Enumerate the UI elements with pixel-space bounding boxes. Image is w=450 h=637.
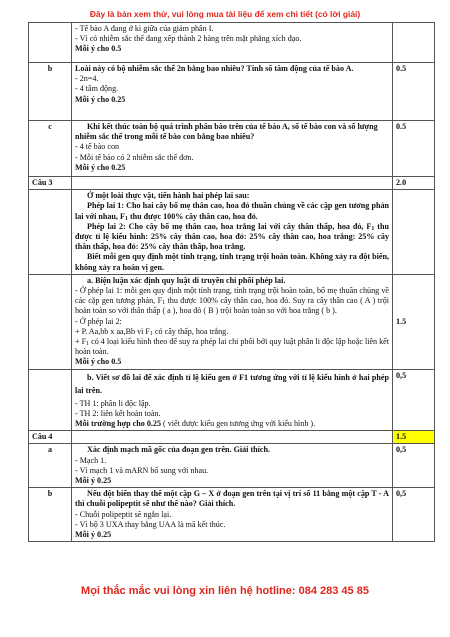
table-row xyxy=(29,121,435,177)
question-text: Khi kết thúc toàn bộ quá trình phân bào trên của tế bào A, số tế bào con và số lượng nhiễm sắc thể trong mỗi tế bào con bằng bao nhiêu? xyxy=(75,122,378,142)
answer-cell: b. Viết sơ đồ lai để xác định tỉ lệ kiểu gen ở F1 tương ứng với tỉ lệ kiểu hình ở hai phép lai trên. - TH 1: phân li độc lập. - TH 2: liên kết hoàn toàn. Mỗi trường hợp cho 0.25 ( viết được kiểu gen tương ứng với kiểu hình ). xyxy=(72,369,393,431)
question-text: b. Viết sơ đồ lai để xác định tỉ lệ kiểu gen ở F1 tương ứng với tỉ lệ kiểu hình ở hai phép lai trên. xyxy=(75,372,389,395)
question-text: Nếu đột biến thay thế một cặp G – X ở đoạn gen trên tại vị trí số 11 bằng một cặp T - A thì chuỗi polipeptit sẽ như thế nào? Giải thích. xyxy=(75,489,389,509)
points-cell: 0,5 xyxy=(393,369,435,431)
answer-table xyxy=(28,22,435,542)
question-text: Xác định mạch mã gốc của đoạn gen trên. Giải thích. xyxy=(87,445,271,455)
question-label: Câu 4 xyxy=(29,431,72,444)
answer-cell: a. Biện luận xác định quy luật di truyền chi phối phép lai. - Ở phép lai 1: mỗi gen quy định một tính trạng, tính trạng trội hoàn toàn, bố mẹ thuần chủng về các cặp gen tương phản, F1 thu được 100% cây thân cao, hoa đỏ. Suy ra cây thân cao ( A ) trội hoàn toàn so với thân thấp ( a ), hoa đỏ ( B ) trội hoàn toàn so với hoa trắng ( b ). - Ở phép lai 2: + P. Aa,bb x aa,Bb vì F1 có cây thấp, hoa trắng. + F1 có 4 loại kiểu hình theo để suy ra phép lai chi phối bởi quy luật phân li độc lập hoặc liên kết hoàn toàn. Mỗi ý cho 0.5 xyxy=(72,274,393,369)
answer-cell: Khi kết thúc toàn bộ quá trình phân bào trên của tế bào A, số tế bào con và số lượng nhiễm sắc thể trong mỗi tế bào con bằng bao nhiêu? - 4 tế bào con - Mỗi tế bào có 2 nhiễm sắc thể đơn. Mỗi ý cho 0.25 xyxy=(72,121,393,177)
table-row xyxy=(29,431,435,444)
points-cell: 1.5 xyxy=(393,431,435,444)
table-row xyxy=(29,369,435,431)
hotline-banner: Mọi thắc mắc vui lòng xin liên hệ hotline: 084 283 45 85 xyxy=(81,585,369,597)
table-row xyxy=(29,190,435,275)
answer-cell: - Tế bào A đang ở kì giữa của giảm phân I. - Vì có nhiễm sắc thể đang xếp thành 2 hàng trên mặt phẳng xích đạo. Mỗi ý cho 0.5 xyxy=(72,23,393,63)
row-label: a xyxy=(29,444,72,488)
question-text: Ở một loài thực vật, tiến hành hai phép lai sau: Phép lai 1: Cho hai cây bố mẹ thân cao, hoa đỏ thuần chủng về các cặp gen tương phản lai với nhau, F1 thu được 100% cây thân cao, hoa đỏ. Phép lai 2: Cho cây bố mẹ thân cao, hoa trắng lai với cây thân thấp, hoa đỏ, F1 thu được tỉ lệ kiểu hình: 25% cây thân cao, hoa đỏ: 25% cây thân cao, hoa trắng: 25% cây thân thấp, hoa đỏ: 25% cây thân thấp, hoa trắng. Biết mỗi gen quy định một tính trạng, tính trạng trội hoàn toàn. Không xảy ra đột biến, không xảy ra hoán vị gen. xyxy=(72,190,393,275)
table-row xyxy=(29,177,435,190)
row-label: b xyxy=(29,488,72,542)
question-text: a. Biện luận xác định quy luật di truyền chi phối phép lai. xyxy=(87,275,286,285)
answer-cell: Loài này có bộ nhiễm sắc thể 2n bằng bao nhiêu? Tính số tâm động của tế bào A. - 2n=4. - 4 tâm động. Mỗi ý cho 0.25 xyxy=(72,63,393,121)
points-cell: 1.5 xyxy=(393,274,435,369)
table-row xyxy=(29,63,435,121)
answer-cell: Xác định mạch mã gốc của đoạn gen trên. Giải thích. - Mạch 1. - Vì mạch 1 và mARN bổ sung với nhau. Mỗi ý 0.25 xyxy=(72,444,393,488)
row-label: b xyxy=(29,63,72,121)
table-row xyxy=(29,274,435,369)
answer-cell: Nếu đột biến thay thế một cặp G – X ở đoạn gen trên tại vị trí số 11 bằng một cặp T - A thì chuỗi polipeptit sẽ như thế nào? Giải thích. - Chuỗi polipeptit sẽ ngắn lại. - Vì bộ 3 UXA thay bằng UAA là mã kết thúc. Mỗi ý 0.25 xyxy=(72,488,393,542)
question-text: Loài này có bộ nhiễm sắc thể 2n bằng bao nhiêu? Tính số tâm động của tế bào A. xyxy=(75,64,354,73)
table-row xyxy=(29,488,435,542)
row-label: c xyxy=(29,121,72,177)
question-label: Câu 3 xyxy=(29,177,72,190)
preview-banner: Đây là bản xem thử, vui lòng mua tài liệu để xem chi tiết (có lời giải) xyxy=(89,9,361,19)
table-row xyxy=(29,23,435,63)
points-cell: 0.5 xyxy=(393,63,435,121)
points-cell: 0,5 xyxy=(393,444,435,488)
table-row xyxy=(29,444,435,488)
points-cell: 0,5 xyxy=(393,488,435,542)
points-cell: 0.5 xyxy=(393,121,435,177)
points-cell: 2.0 xyxy=(393,177,435,190)
